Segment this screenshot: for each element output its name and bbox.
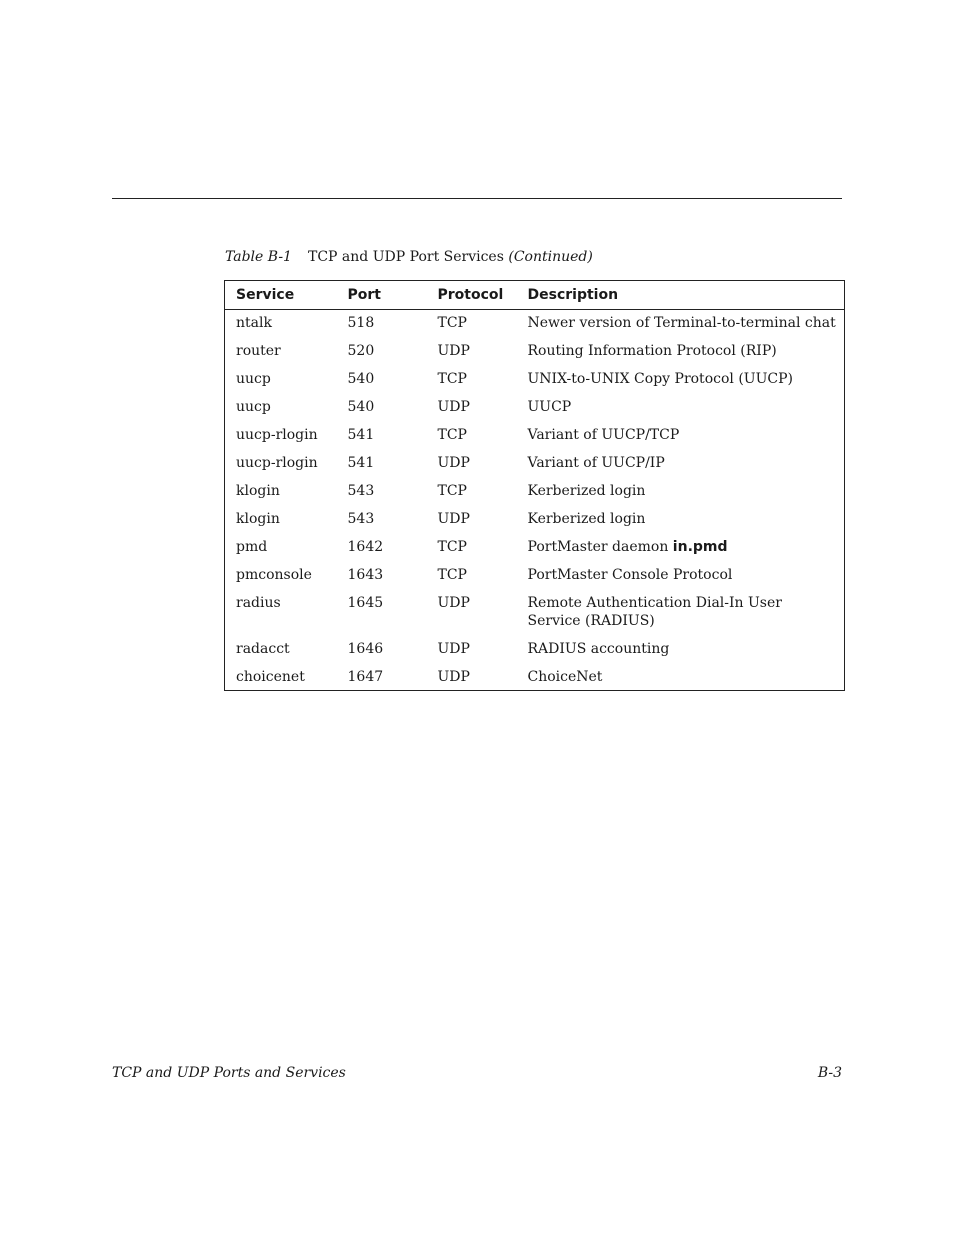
- command-name: in.pmd: [672, 539, 728, 555]
- cell-port: 518: [347, 315, 375, 331]
- table-row: [225, 337, 845, 365]
- table-row: [225, 663, 845, 691]
- cell-protocol: TCP: [437, 567, 467, 583]
- cell-service: uucp: [236, 399, 271, 415]
- header-service: Service: [236, 287, 295, 303]
- cell-service: choicenet: [236, 669, 305, 685]
- table-row: [225, 589, 845, 635]
- cell-protocol: TCP: [437, 371, 467, 387]
- cell-protocol: UDP: [437, 343, 470, 359]
- header-protocol: Protocol: [437, 287, 504, 303]
- cell-service: klogin: [236, 483, 280, 499]
- caption-title: TCP and UDP Port Services: [308, 249, 504, 265]
- cell-description: Kerberized login: [527, 483, 646, 499]
- table-row: [225, 393, 845, 421]
- cell-port: 1647: [347, 669, 384, 685]
- cell-port: 1646: [347, 641, 384, 657]
- cell-service: uucp: [236, 371, 271, 387]
- cell-protocol: UDP: [437, 399, 470, 415]
- table-caption: [225, 248, 593, 266]
- cell-description: RADIUS accounting: [527, 641, 670, 657]
- cell-service: uucp-rlogin: [236, 455, 318, 471]
- cell-description: Remote Authentication Dial-In User Service (RADIUS): [527, 595, 782, 629]
- table-row: [225, 310, 845, 338]
- port-services-table: [224, 280, 845, 691]
- cell-description: PortMaster Console Protocol: [527, 567, 733, 583]
- table-row: [225, 421, 845, 449]
- caption-label: Table B-1: [225, 249, 292, 265]
- cell-protocol: TCP: [437, 539, 467, 555]
- cell-port: 541: [347, 427, 375, 443]
- table-header-row: [225, 281, 845, 310]
- cell-protocol: UDP: [437, 669, 470, 685]
- table-row: [225, 561, 845, 589]
- cell-port: 1643: [347, 567, 384, 583]
- footer-page-number: B-3: [817, 1065, 842, 1081]
- caption-continued: (Continued): [508, 249, 593, 265]
- cell-description: Variant of UUCP/IP: [527, 455, 665, 471]
- cell-port: 1642: [347, 539, 384, 555]
- cell-protocol: UDP: [437, 595, 470, 611]
- cell-service: radacct: [236, 641, 290, 657]
- table-row: [225, 449, 845, 477]
- cell-description: UNIX-to-UNIX Copy Protocol (UUCP): [527, 371, 793, 387]
- table-row: [225, 533, 845, 561]
- table-row: [225, 635, 845, 663]
- cell-protocol: TCP: [437, 483, 467, 499]
- cell-description: Kerberized login: [527, 511, 646, 527]
- cell-service: ntalk: [236, 315, 272, 331]
- cell-description: Newer version of Terminal-to-terminal chat: [527, 315, 836, 331]
- cell-protocol: UDP: [437, 455, 470, 471]
- cell-port: 520: [347, 343, 375, 359]
- cell-service: pmd: [236, 539, 268, 555]
- cell-protocol: TCP: [437, 315, 467, 331]
- cell-port: 540: [347, 399, 375, 415]
- table-row: [225, 505, 845, 533]
- table-row: [225, 477, 845, 505]
- table-row: [225, 365, 845, 393]
- cell-service: radius: [236, 595, 281, 611]
- cell-description: [517, 533, 845, 561]
- cell-port: 543: [347, 511, 375, 527]
- cell-protocol: TCP: [437, 427, 467, 443]
- header-description: Description: [527, 287, 619, 303]
- cell-protocol: UDP: [437, 641, 470, 657]
- cell-port: 543: [347, 483, 375, 499]
- top-rule: [112, 198, 842, 199]
- cell-port: 541: [347, 455, 375, 471]
- cell-description: Routing Information Protocol (RIP): [527, 343, 777, 359]
- description-text: PortMaster daemon: [527, 539, 673, 555]
- cell-port: 540: [347, 371, 375, 387]
- header-port: Port: [347, 287, 381, 303]
- cell-description: UUCP: [527, 399, 572, 415]
- cell-service: klogin: [236, 511, 280, 527]
- cell-service: router: [236, 343, 281, 359]
- cell-service: pmconsole: [236, 567, 312, 583]
- cell-protocol: UDP: [437, 511, 470, 527]
- cell-description: Variant of UUCP/TCP: [527, 427, 680, 443]
- cell-service: uucp-rlogin: [236, 427, 318, 443]
- cell-port: 1645: [347, 595, 384, 611]
- footer-section-title: TCP and UDP Ports and Services: [112, 1065, 346, 1081]
- cell-description: ChoiceNet: [527, 669, 603, 685]
